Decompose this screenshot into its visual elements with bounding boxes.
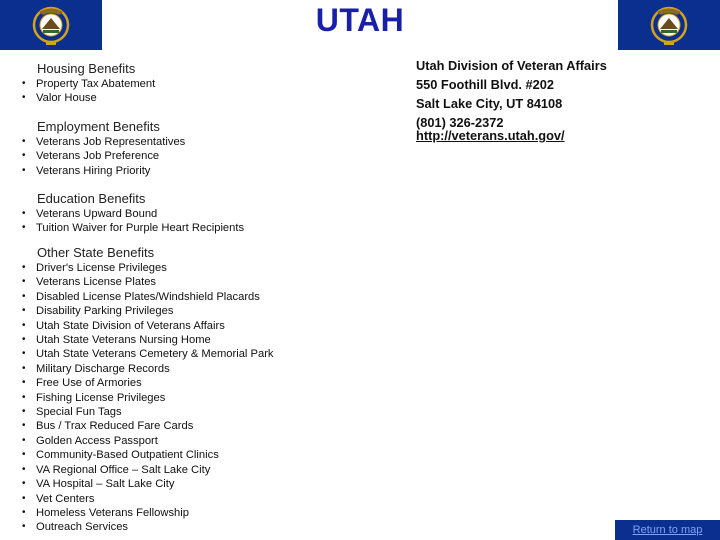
page-title: UTAH	[315, 2, 405, 38]
education-benefits-list	[22, 207, 244, 236]
return-to-map-button[interactable]: Return to map	[615, 520, 720, 540]
list-item: • Veterans Upward Bound	[22, 207, 244, 221]
list-item: • VA Regional Office – Salt Lake City	[22, 463, 274, 477]
list-item: • Utah State Veterans Cemetery & Memorial Park	[22, 347, 274, 361]
list-item: • Utah State Division of Veterans Affairs	[22, 319, 274, 333]
list-item: • Driver's License Privileges	[22, 261, 274, 275]
list-item: • Homeless Veterans Fellowship	[22, 506, 274, 520]
section-heading-other-state: Other State Benefits	[37, 245, 155, 260]
section-heading-housing: Housing Benefits	[37, 61, 136, 76]
list-item: • Special Fun Tags	[22, 405, 274, 419]
list-item: • Valor House	[22, 91, 155, 105]
list-item: • Veterans Job Preference	[22, 149, 185, 163]
list-item: • Property Tax Abatement	[22, 77, 155, 91]
section-heading-employment: Employment Benefits	[37, 119, 160, 134]
employment-benefits-list	[22, 135, 185, 178]
housing-benefits-list	[22, 77, 155, 106]
contact-block	[416, 56, 607, 132]
contact-city: Salt Lake City, UT 84108	[416, 96, 563, 111]
list-item: • Utah State Veterans Nursing Home	[22, 333, 274, 347]
contact-phone: (801) 326-2372	[416, 115, 504, 130]
list-item: • Veterans Hiring Priority	[22, 164, 185, 178]
list-item: • Veterans License Plates	[22, 275, 274, 289]
list-item: • Tuition Waiver for Purple Heart Recipients	[22, 221, 244, 235]
list-item: • Free Use of Armories	[22, 376, 274, 390]
contact-address: 550 Foothill Blvd. #202	[416, 77, 554, 92]
other-state-benefits-list	[22, 261, 274, 535]
list-item: • Fishing License Privileges	[22, 391, 274, 405]
veterans-website-link[interactable]: http://veterans.utah.gov/	[416, 128, 565, 143]
list-item: • Disability Parking Privileges	[22, 304, 274, 318]
contact-org: Utah Division of Veteran Affairs	[416, 58, 607, 73]
list-item: • Disabled License Plates/Windshield Placards	[22, 290, 274, 304]
list-item: • Community-Based Outpatient Clinics	[22, 448, 274, 462]
list-item: • Vet Centers	[22, 492, 274, 506]
list-item: • Veterans Job Representatives	[22, 135, 185, 149]
list-item: • Golden Access Passport	[22, 434, 274, 448]
list-item: • Military Discharge Records	[22, 362, 274, 376]
list-item: • Bus / Trax Reduced Fare Cards	[22, 419, 274, 433]
section-heading-education: Education Benefits	[37, 191, 146, 206]
list-item: • Outreach Services	[22, 520, 274, 534]
list-item: • VA Hospital – Salt Lake City	[22, 477, 274, 491]
